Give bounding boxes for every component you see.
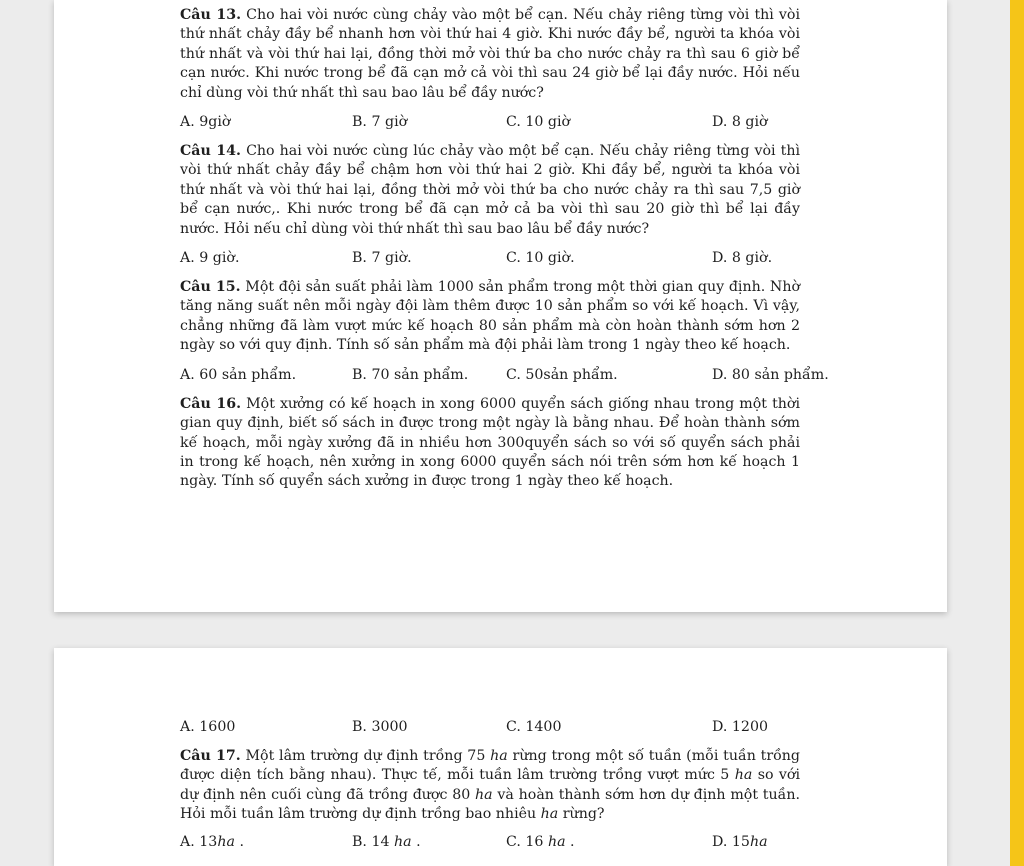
question-17-text-part: rừng trong một số tuần (mỗi tuần trồng được diện tích bằng nhau). Thực tế, mỗi tuần lâm trường trồng vượt mức 5 [180,748,801,784]
question-16-options [180,718,800,737]
accent-bar [1010,0,1024,866]
question-16 [180,395,800,492]
question-14-options [180,249,800,268]
option-a: A. 1600 [180,719,236,735]
option-b: B. 3000 [352,719,408,735]
unit-ha: ha [490,748,508,764]
unit-ha: ha [540,806,559,823]
question-17-label: Câu 17. [180,748,241,764]
option-d: D. 8 giờ. [712,250,773,267]
option-c: C. 10 giờ. [506,250,575,267]
page-2-content [180,718,800,862]
question-15-text: Một đội sản suất phải làm 1000 sản phẩm trong một thời gian quy định. Nhờ tăng năng suất nên mỗi ngày đội làm thêm được 10 sản phẩm so với kế hoạch. Vì vậy, chẳng những đã làm vượt mức kế hoạch 80 sản phẩm mà còn hoàn thành sớm hơn 2 ngày so với quy định. Tính số sản phẩm mà đội phải làm trong 1 ngày theo kế hoạch. [180,279,801,354]
option-c: C. 50sản phẩm. [506,366,618,383]
option-b: B. 7 giờ [352,114,408,131]
question-13-label: Câu 13. [180,7,242,23]
option-c: C. 10 giờ [506,114,571,131]
question-17-text-part: so với dự định nên cuối cùng đã trồng được 80 [180,767,801,803]
option-a: A. 9giờ [180,114,231,131]
question-14-text: Cho hai vòi nước cùng lúc chảy vào một bể cạn. Nếu chảy riêng từng vòi thì vòi thứ nhất chảy đầy bể chậm hơn vòi thứ hai 2 giờ. Khi đầy bể, người ta khóa vòi thứ nhất và vòi thứ hai lại, đồng thời mở vòi thứ ba cho nước chảy ra thì sau 7,5 giờ bể cạn nước,. Khi nước trong bể đã cạn mở cả ba vòi thì sau 20 giờ thì bể lại đầy nước. Hỏi nếu chỉ dùng vòi thứ nhất thì sau bao lâu bể đầy nước? [180,143,800,237]
question-13 [180,6,800,103]
option-c: C. 16 ha . [506,833,575,850]
unit-ha: ha [734,767,753,784]
document-page-1 [54,0,947,612]
option-a: A. 9 giờ. [180,250,240,267]
question-15-label: Câu 15. [180,279,241,296]
option-d: D. 1200 [712,719,768,735]
option-d: D. 80 sản phẩm. [712,366,829,383]
question-17 [180,747,800,825]
question-14 [180,142,800,239]
question-17-text-part: Một lâm trường dự định trồng 75 [245,748,491,764]
option-b: B. 7 giờ. [352,250,412,267]
option-d: D. 15ha [712,833,768,850]
question-16-label: Câu 16. [180,395,242,412]
document-page-2 [54,648,947,866]
question-13-text: Cho hai vòi nước cùng chảy vào một bể cạn. Nếu chảy riêng từng vòi thì vòi thứ nhất chảy đầy bể nhanh hơn vòi thứ hai 4 giờ. Khi nước đầy bể, người ta khóa vòi thứ nhất và vòi thứ hai lại, đồng thời mở vòi thứ ba cho nước chảy ra thì sau 6 giờ bể cạn nước. Khi nước trong bể đã cạn mở cả vòi thì sau 24 giờ bể lại đầy nước. Hỏi nếu chỉ dùng vòi thứ nhất thì sau bao lâu bể đầy nước? [180,7,801,101]
question-17-text-part: rừng? [558,806,605,823]
question-15-options [180,366,829,385]
option-a: A. 60 sản phẩm. [180,366,297,383]
question-15 [180,278,800,356]
option-a: A. 13ha . [180,833,244,850]
unit-ha: ha [475,786,493,803]
option-b: B. 14 ha . [352,833,421,850]
option-c: C. 1400 [506,719,562,735]
question-17-text-part: và hoàn thành sớm hơn dự định một tuần. Hỏi mỗi tuần lâm trường dự định trồng bao nhiêu [180,786,800,823]
question-17-options [180,833,800,852]
option-b: B. 70 sản phẩm. [352,366,469,383]
page-1-content [180,6,829,492]
question-14-label: Câu 14. [180,143,241,160]
option-d: D. 8 giờ [712,114,768,131]
question-16-text: Một xưởng có kế hoạch in xong 6000 quyển sách giống nhau trong một thời gian quy định, biết số sách in được trong một ngày là bằng nhau. Để hoàn thành sớm kế hoạch, mỗi ngày xưởng đã in nhiều hơn 300quyển sách so với số quyển sách phải in trong kế hoạch, nên xưởng in xong 6000 quyển sách nói trên sớm hơn kế hoạch 1 ngày. Tính số quyển sách xưởng in được trong 1 ngày theo kế hoạch. [180,395,800,490]
question-13-options [180,113,800,132]
